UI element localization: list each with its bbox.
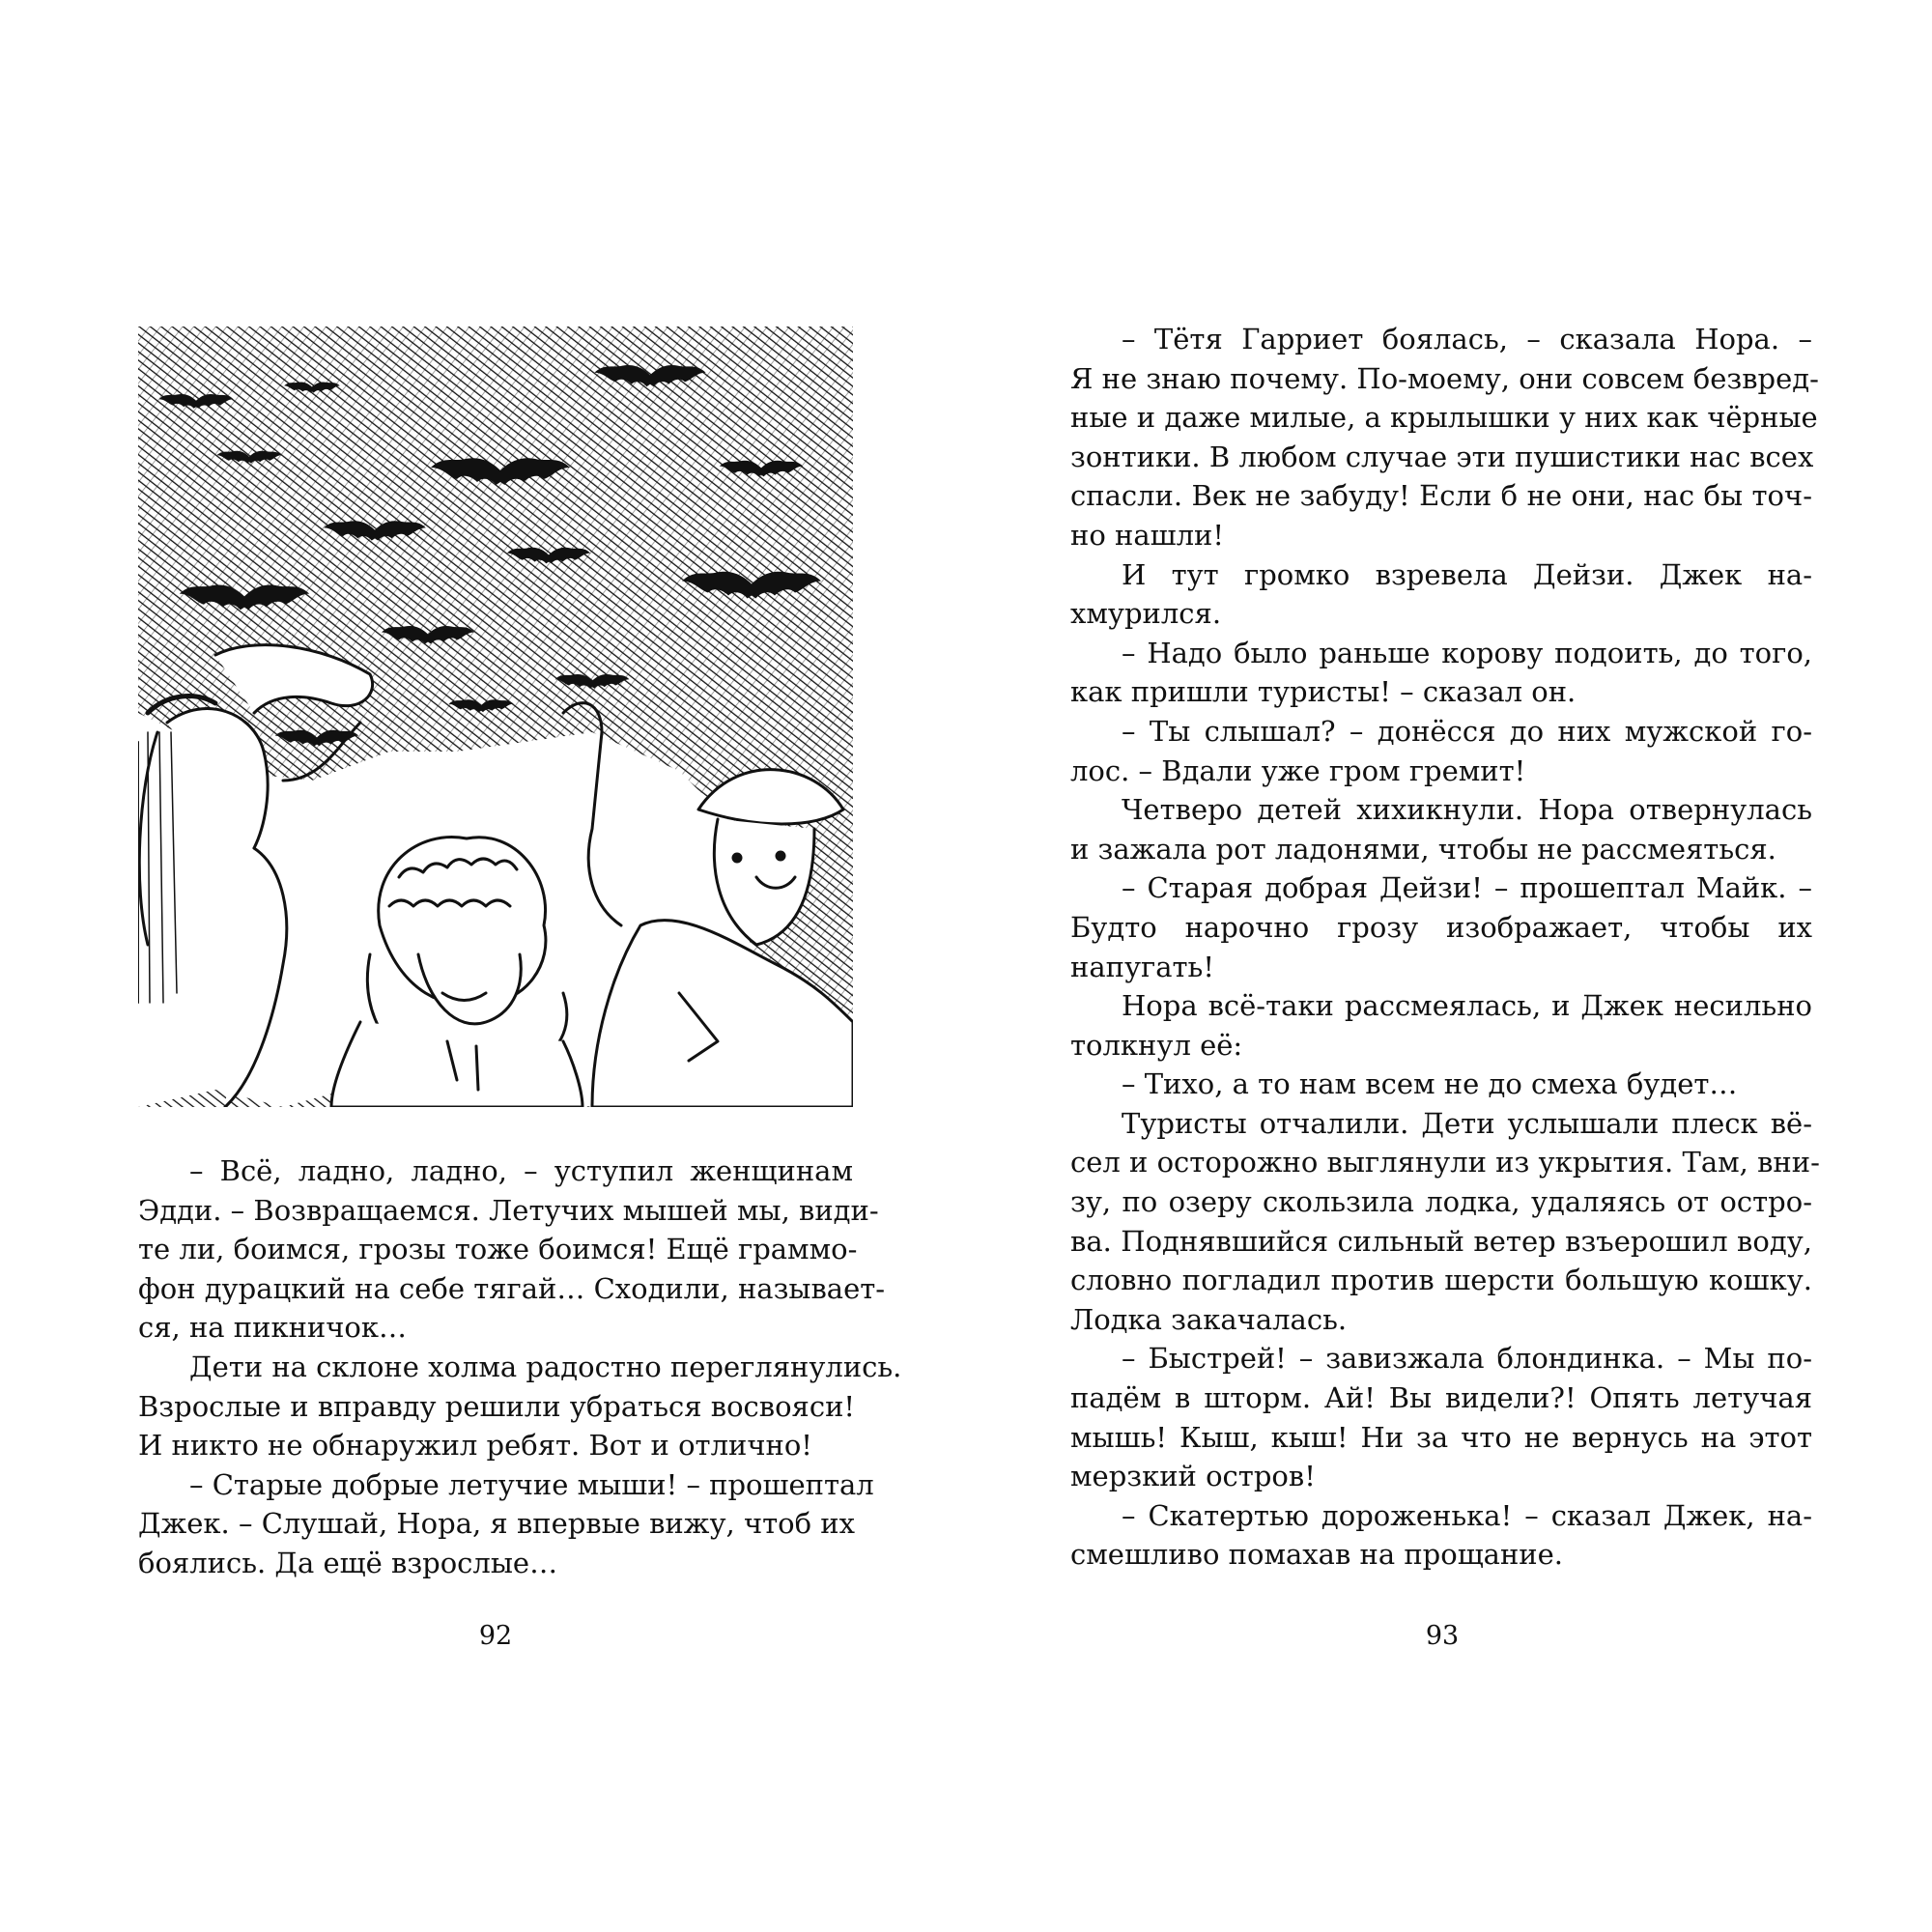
text-line: Джек. – Слушай, Нора, я впервые вижу, чтоб их bbox=[138, 1507, 855, 1541]
text-line: – Старая добрая Дейзи! – прошептал Майк. – bbox=[1122, 871, 1812, 905]
text-line: И никто не обнаружил ребят. Вот и отлично! bbox=[138, 1429, 812, 1463]
text-line: смешливо помахав на прощание. bbox=[1070, 1538, 1563, 1572]
text-line: мерзкий остров! bbox=[1070, 1460, 1316, 1493]
text-line: – Скатертью дороженька! – сказал Джек, на- bbox=[1122, 1498, 1812, 1532]
text-line: лос. – Вдали уже гром гремит! bbox=[1070, 753, 1526, 787]
child-figure bbox=[331, 837, 582, 1107]
text-line: падём в шторм. Ай! Вы видели?! Опять летучая bbox=[1070, 1381, 1812, 1415]
text-line: – Ты слышал? – донёсся до них мужской го- bbox=[1122, 714, 1812, 748]
text-line: и зажала рот ладонями, чтобы не рассмеяться. bbox=[1070, 832, 1776, 866]
text-line: толкнул её: bbox=[1070, 1028, 1243, 1062]
text-line: – Всё, ладно, ладно, – уступил женщинам bbox=[189, 1154, 853, 1187]
text-line: – Тётя Гарриет боялась, – сказала Нора. – bbox=[1122, 323, 1812, 355]
illustration bbox=[138, 327, 853, 1107]
text-line: ные и даже милые, а крылышки у них как чёрные bbox=[1070, 401, 1818, 435]
text-line: – Тихо, а то нам всем не до смеха будет… bbox=[1122, 1067, 1738, 1101]
text-line: сел и осторожно выглянули из укрытия. Там, вни- bbox=[1070, 1146, 1820, 1179]
text-line: зонтики. В любом случае эти пушистики нас всех bbox=[1070, 440, 1814, 473]
text-line: Четверо детей хихикнули. Нора отвернулась bbox=[1122, 793, 1812, 827]
text-line: напугать! bbox=[1070, 950, 1214, 983]
text-line: Нора всё-таки рассмеялась, и Джек несильно bbox=[1122, 989, 1812, 1023]
text-line: но нашли! bbox=[1070, 518, 1224, 552]
page-number: 93 bbox=[1425, 1621, 1460, 1651]
left-page-text bbox=[138, 1151, 902, 1583]
text-line: словно погладил против шерсти большую кошку. bbox=[1070, 1264, 1812, 1297]
text-line: зу, по озеру скользила лодка, удаляясь от остро- bbox=[1070, 1185, 1812, 1219]
text-line: – Быстрей! – завизжала блондинка. – Мы по- bbox=[1122, 1342, 1812, 1376]
text-line: Будто нарочно грозу изображает, чтобы их bbox=[1070, 910, 1812, 944]
text-line: ся, на пикничок… bbox=[138, 1311, 408, 1345]
page-number: 92 bbox=[478, 1621, 513, 1651]
text-line: Лодка закачалась. bbox=[1070, 1302, 1348, 1336]
text-line: Дети на склоне холма радостно переглянулись. bbox=[189, 1350, 902, 1383]
text-line: – Надо было раньше корову подоить, до того, bbox=[1122, 636, 1812, 669]
text-line: Взрослые и вправду решили убраться восвояси! bbox=[138, 1389, 856, 1423]
text-line: мышь! Кыш, кыш! Ни за что не вернусь на этот bbox=[1070, 1420, 1812, 1454]
text-line: ва. Поднявшийся сильный ветер взъерошил воду, bbox=[1070, 1224, 1812, 1258]
text-line: – Старые добрые летучие мыши! – прошептал bbox=[189, 1467, 874, 1501]
text-line: И тут громко взревела Дейзи. Джек на- bbox=[1122, 557, 1812, 591]
text-line: те ли, боимся, грозы тоже боимся! Ещё граммо- bbox=[138, 1233, 858, 1266]
text-line: Эдди. – Возвращаемся. Летучих мышей мы, види- bbox=[138, 1193, 879, 1227]
text-line: как пришли туристы! – сказал он. bbox=[1070, 675, 1577, 709]
right-page-text bbox=[1070, 320, 1820, 1575]
right-page bbox=[966, 0, 1932, 1932]
text-line: фон дурацкий на себе тягай… Сходили, называет- bbox=[138, 1271, 886, 1305]
text-line: спасли. Век не забуду! Если б не они, нас бы точ- bbox=[1070, 479, 1812, 513]
text-line: Туристы отчалили. Дети услышали плеск вё- bbox=[1122, 1106, 1812, 1140]
text-line: Я не знаю почему. По-моему, они совсем безвред- bbox=[1070, 361, 1819, 395]
text-line: боялись. Да ещё взрослые… bbox=[138, 1546, 558, 1579]
text-line: хмурился. bbox=[1070, 597, 1222, 631]
